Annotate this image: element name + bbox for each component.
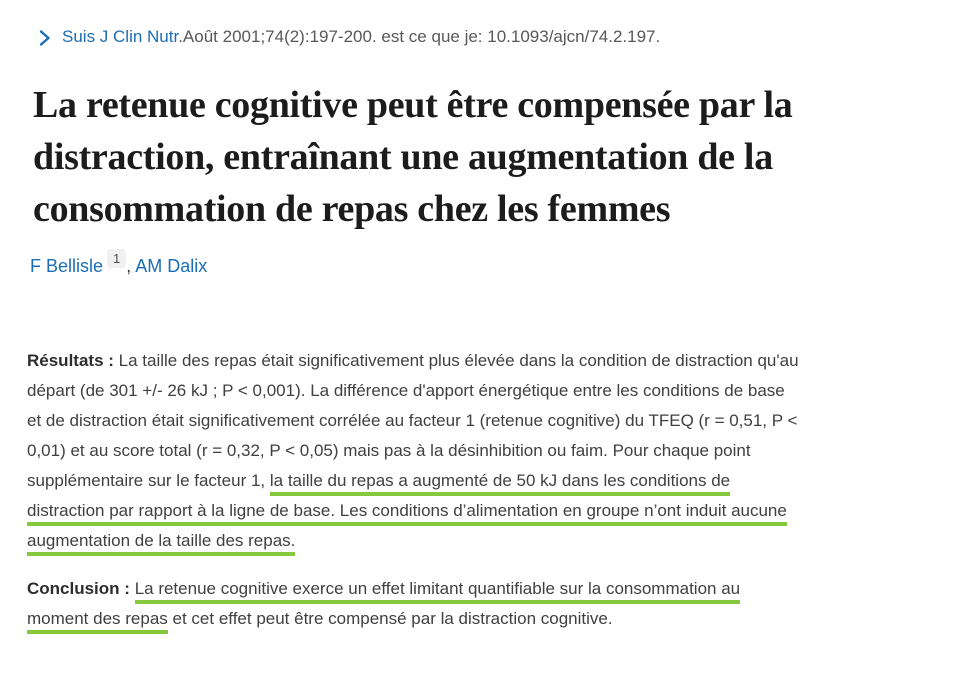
paragraph-line	[27, 574, 957, 604]
text-run: et de distraction était significativement corrélée au facteur 1 (retenue cognitive) du TFEQ (r = 0,51, P <	[27, 411, 798, 430]
title-line: La retenue cognitive peut être compensée par la	[33, 84, 793, 126]
paragraph-line	[27, 496, 957, 526]
citation-text	[62, 27, 660, 47]
section-label: Résultats :	[27, 351, 114, 370]
highlighted-text-run: la taille du repas a augmenté de 50 kJ dans les conditions de	[270, 471, 730, 496]
paragraph-line	[27, 436, 957, 466]
highlighted-text-run: distraction par rapport à la ligne de base. Les conditions d’alimentation en groupe n’ont induit aucune	[27, 501, 787, 526]
authors-separator: ,	[126, 256, 136, 276]
author-link-2[interactable]: AM Dalix	[135, 256, 208, 276]
affiliation-superscript: 1	[107, 249, 126, 268]
highlighted-text-run: augmentation de la taille des repas.	[27, 531, 295, 556]
text-run: 0,01) et au score total (r = 0,32, P < 0,05) mais pas à la désinhibition ou faim. Pour chaque point	[27, 441, 751, 460]
paragraph-results	[27, 346, 957, 556]
paragraph-line	[27, 406, 957, 436]
text-run: et cet effet peut être compensé par la distraction cognitive.	[167, 609, 613, 628]
title-line: consommation de repas chez les femmes	[33, 188, 671, 230]
text-run	[130, 579, 135, 598]
paragraph-line	[27, 526, 957, 556]
paragraph-line	[27, 466, 957, 496]
article-title	[33, 79, 980, 235]
section-label: Conclusion :	[27, 579, 130, 598]
paragraph-line	[27, 376, 957, 406]
chevron-right-icon[interactable]	[38, 29, 51, 47]
text-run: départ (de 301 +/- 26 kJ ; P < 0,001). La différence d'apport énergétique entre les conditions de base	[27, 381, 785, 400]
author-link-1[interactable]: F Bellisle	[30, 256, 104, 276]
citation-details: .Août 2001;74(2):197-200. est ce que je: 10.1093/ajcn/74.2.197.	[178, 27, 661, 46]
paragraph-conclusion	[27, 574, 957, 634]
journal-citation	[0, 0, 980, 47]
title-line: distraction, entraînant une augmentation de la	[33, 136, 773, 178]
paragraph-line	[27, 604, 957, 634]
journal-link[interactable]: Suis J Clin Nutr	[62, 27, 179, 46]
text-run: supplémentaire sur le facteur 1,	[27, 471, 270, 490]
abstract-section	[27, 346, 957, 634]
paragraph-line	[27, 346, 957, 376]
authors-list	[30, 251, 980, 277]
highlighted-text-run: moment des repas	[27, 609, 168, 634]
text-run: La taille des repas était significativement plus élevée dans la condition de distraction qu'au	[113, 351, 799, 370]
highlighted-text-run: La retenue cognitive exerce un effet limitant quantifiable sur la consommation au	[135, 579, 740, 604]
